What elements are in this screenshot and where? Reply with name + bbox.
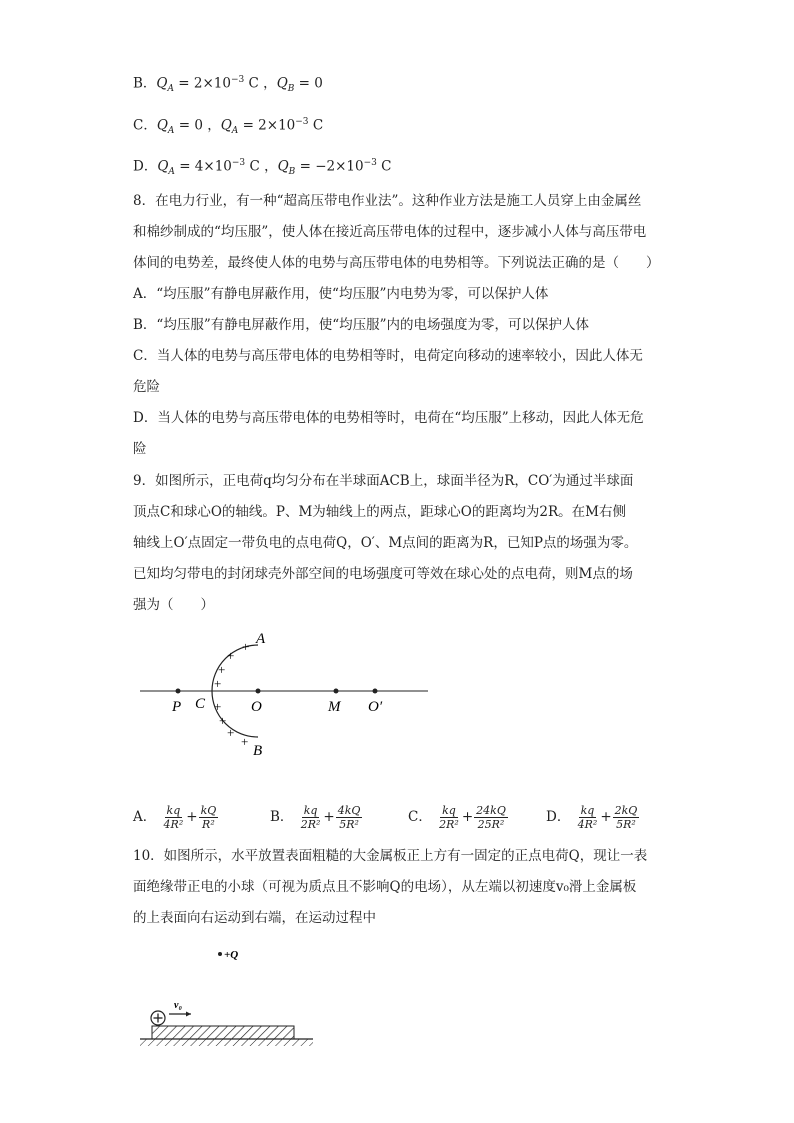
q8-option-d-line-1: D．当人体的电势与高压带电体的电势相等时，电荷在“均压服”上移动，因此人体无危 [133,410,644,426]
plus-sign: + [214,676,222,691]
plus-sign: + [227,648,235,663]
plus-sign: + [227,725,235,740]
plus-sign: + [241,734,249,749]
point-m [334,689,339,694]
metal-plate-figure [135,940,335,1055]
q7-option-d: D．$Q_A = 4\times 10^{-3}$ C ，$Q_B = -2\times 10^{-3}$ C [133,158,392,178]
label-c: C [195,696,206,712]
plus-sign: + [219,713,227,728]
arrowhead [186,1012,191,1017]
q8-option-d-line-2: 险 [133,441,147,457]
label-m: M [328,699,341,715]
label-o: O [251,699,262,715]
q10-stem-line-3: 的上表面向右运动到右端，在运动过程中 [133,910,376,926]
point-o-prime [373,689,378,694]
hemisphere-figure [130,625,440,760]
q7-option-b: B．$Q_A = 2\times 10^{-3}$ C ，$Q_B = 0$ [133,75,323,95]
charge-label: +Q [224,949,239,961]
q7-option-c: C．$Q_A = 0$ ，$Q_A = 2\times 10^{-3}$ C [133,117,324,137]
q9-stem-line-1: 9．如图所示，正电荷q均匀分布在半球面ACB上，球面半径为R，CO′为通过半球面 [133,473,634,489]
q9-stem-line-3: 轴线上O′点固定一带负电的点电荷Q，O′、M点间的距离为R，已知P点的场强为零。 [133,535,638,551]
q9-stem-line-4: 已知均匀带电的封闭球壳外部空间的电场强度可等效在球心处的点电荷，则M点的场 [133,566,633,582]
q8-option-c-line-2: 危险 [133,379,160,395]
plus-sign: + [214,699,222,714]
q9-option-c: C． $\frac{kq}{\text{2R²}}$ + $\frac{24kQ}{\text{25R²}}$ [408,804,506,831]
q10-stem-line-2: 面绝缘带正电的小球（可视为质点且不影响Q的电场），从左端以初速度v₀滑上金属板 [133,879,637,895]
q8-stem-line-2: 和棉纱制成的“均压服”，使人体在接近高压带电体的过程中，逐步减小人体与高压带电 [133,224,647,240]
label-p: P [172,699,182,715]
q9-stem-line-2: 顶点C和球心O的轴线。P、M为轴线上的两点，距球心O的距离均为2R。在M右侧 [133,504,626,520]
q9-option-d: D． $\frac{kq}{\text{4R²}}$ + $\frac{2kQ}{\text{5R²}}$ [546,804,638,831]
label-a: A [256,631,266,647]
label-b: B [253,743,263,759]
q8-option-b: B．“均压服”有静电屏蔽作用，使“均压服”内的电场强度为零，可以保护人体 [133,317,590,333]
q9-option-b: B． $\frac{kq}{\text{2R²}}$ + $\frac{4kQ}{\text{5R²}}$ [270,804,361,831]
q8-stem-line-1: 8．在电力行业，有一种“超高压带电作业法”。这种作业方法是施工人员穿上由金属丝 [133,193,642,209]
label-o-prime: O′ [368,699,383,715]
point-o [256,689,261,694]
q8-option-a: A．“均压服”有静电屏蔽作用，使“均压服”内电势为零，可以保护人体 [133,286,549,302]
metal-plate [152,1026,294,1039]
q9-option-a: A． $\frac{kq}{\text{4R²}}$ + $\frac{kQ}{\text{R²}}$ [133,804,217,831]
ground-hatch [140,1039,313,1046]
plus-sign: + [242,639,250,654]
point-p [176,689,181,694]
point-charge-q [218,952,222,956]
velocity-label: v₀ [174,1000,182,1011]
plus-sign: + [218,662,226,677]
q8-option-c-line-1: C．当人体的电势与高压带电体的电势相等时，电荷定向移动的速率较小，因此人体无 [133,348,643,364]
q8-stem-line-3: 体间的电势差，最终使人体的电势与高压带电体的电势相等。下列说法正确的是（ ） [133,255,660,271]
q9-stem-line-5: 强为（ ） [133,597,214,613]
q10-stem-line-1: 10．如图所示，水平放置表面粗糙的大金属板正上方有一固定的正点电荷Q，现让一表 [133,848,648,864]
